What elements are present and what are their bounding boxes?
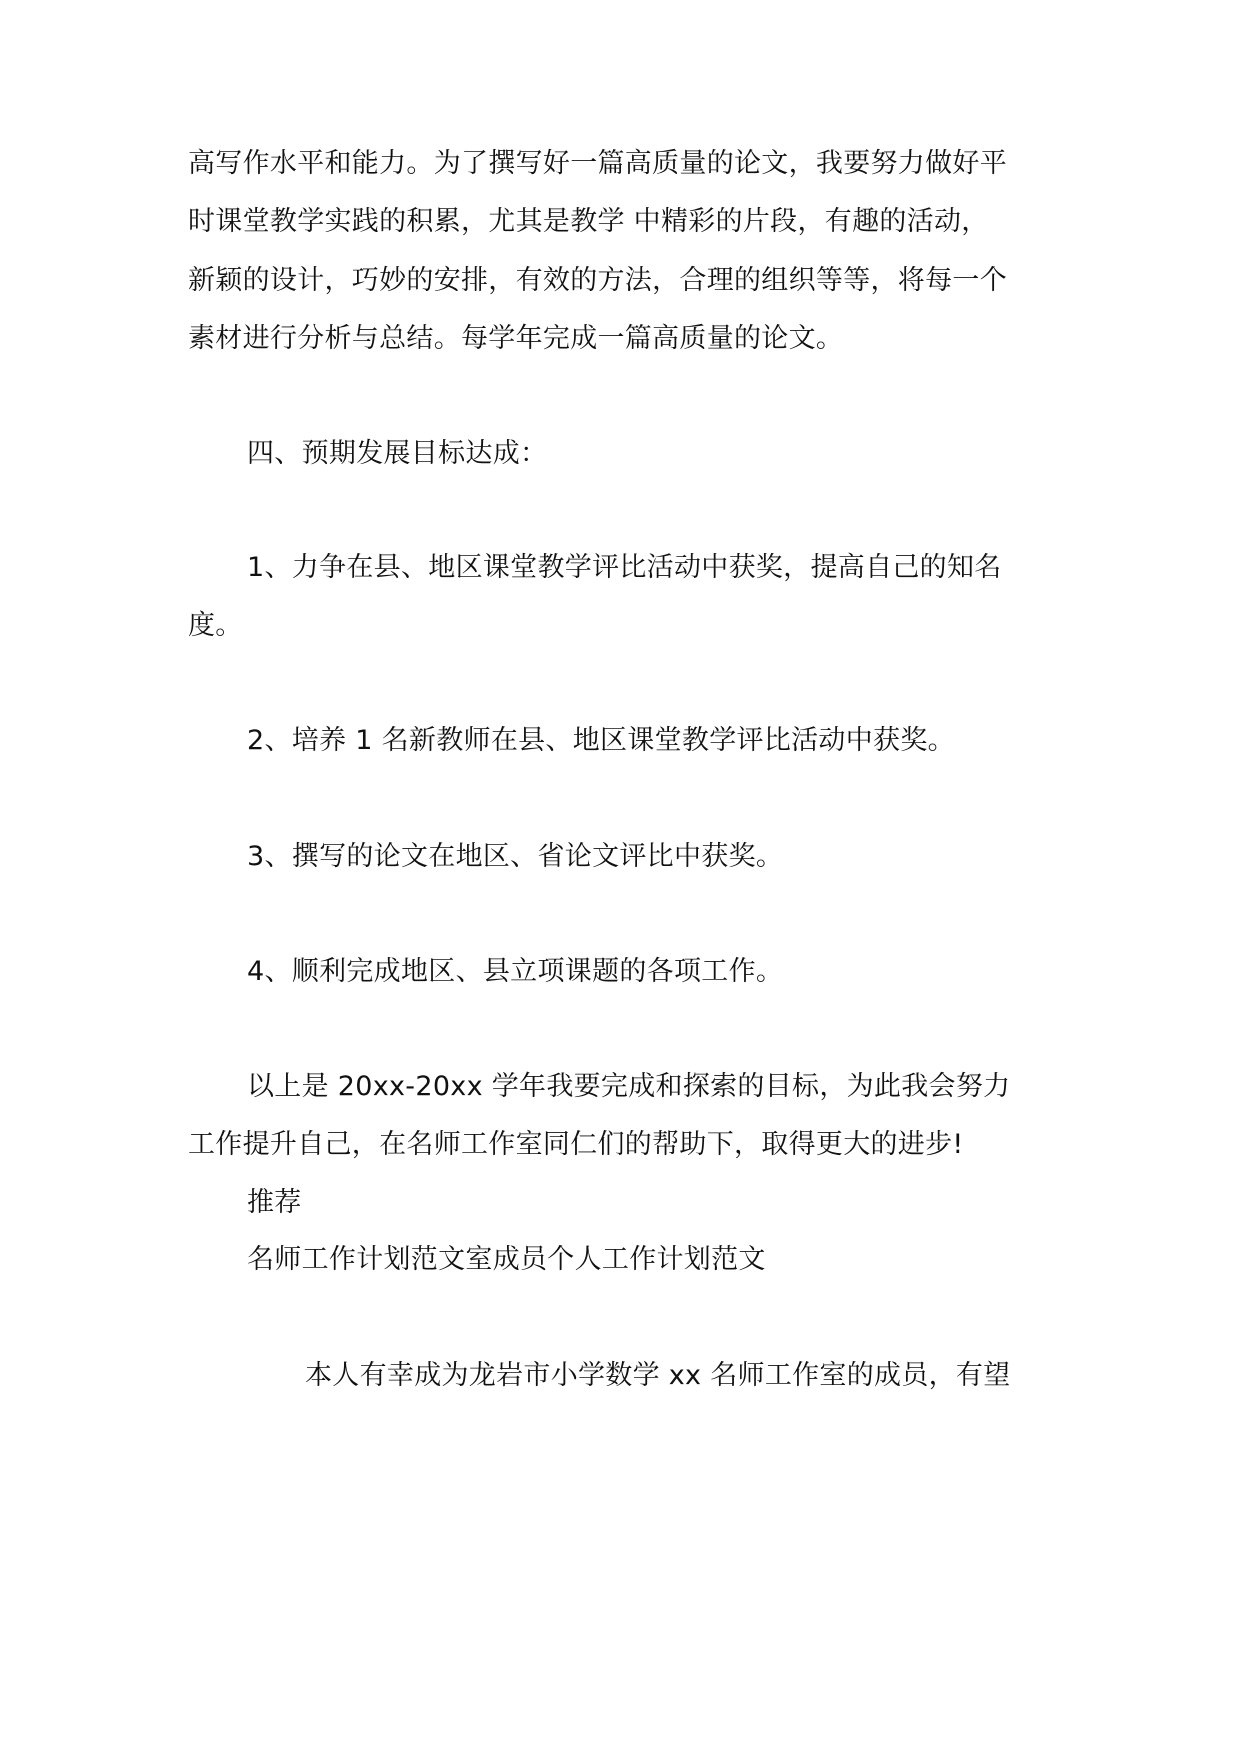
next-paragraph-line: 本人有幸成为龙岩市小学数学 xx 名师工作室的成员，有望: [305, 1360, 1011, 1391]
goal-item-4: 4、顺利完成地区、县立项课题的各项工作。: [247, 956, 784, 987]
goal-item-3: 3、撰写的论文在地区、省论文评比中获奖。: [247, 841, 784, 872]
paragraph-line: 高写作水平和能力。为了撰写好一篇高质量的论文，我要努力做好平: [188, 148, 1007, 179]
paragraph-line: 时课堂教学实践的积累，尤其是教学 中精彩的片段，有趣的活动，: [188, 206, 989, 237]
recommend-label: 推荐: [247, 1187, 302, 1218]
summary-line: 工作提升自己，在名师工作室同仁们的帮助下，取得更大的进步!: [188, 1129, 964, 1160]
goal-item-1: 1、力争在县、地区课堂教学评比活动中获奖，提高自己的知名: [247, 552, 1002, 583]
goal-item-1-continued: 度。: [188, 610, 243, 641]
paragraph-line: 新颖的设计，巧妙的安排，有效的方法，合理的组织等等，将每一个: [188, 265, 1007, 296]
paragraph-line: 素材进行分析与总结。每学年完成一篇高质量的论文。: [188, 323, 844, 354]
recommend-title: 名师工作计划范文室成员个人工作计划范文: [247, 1244, 766, 1275]
section-heading: 四、预期发展目标达成：: [247, 438, 548, 469]
summary-line: 以上是 20xx-20xx 学年我要完成和探索的目标，为此我会努力: [247, 1071, 1011, 1102]
goal-item-2: 2、培养 1 名新教师在县、地区课堂教学评比活动中获奖。: [247, 725, 955, 756]
